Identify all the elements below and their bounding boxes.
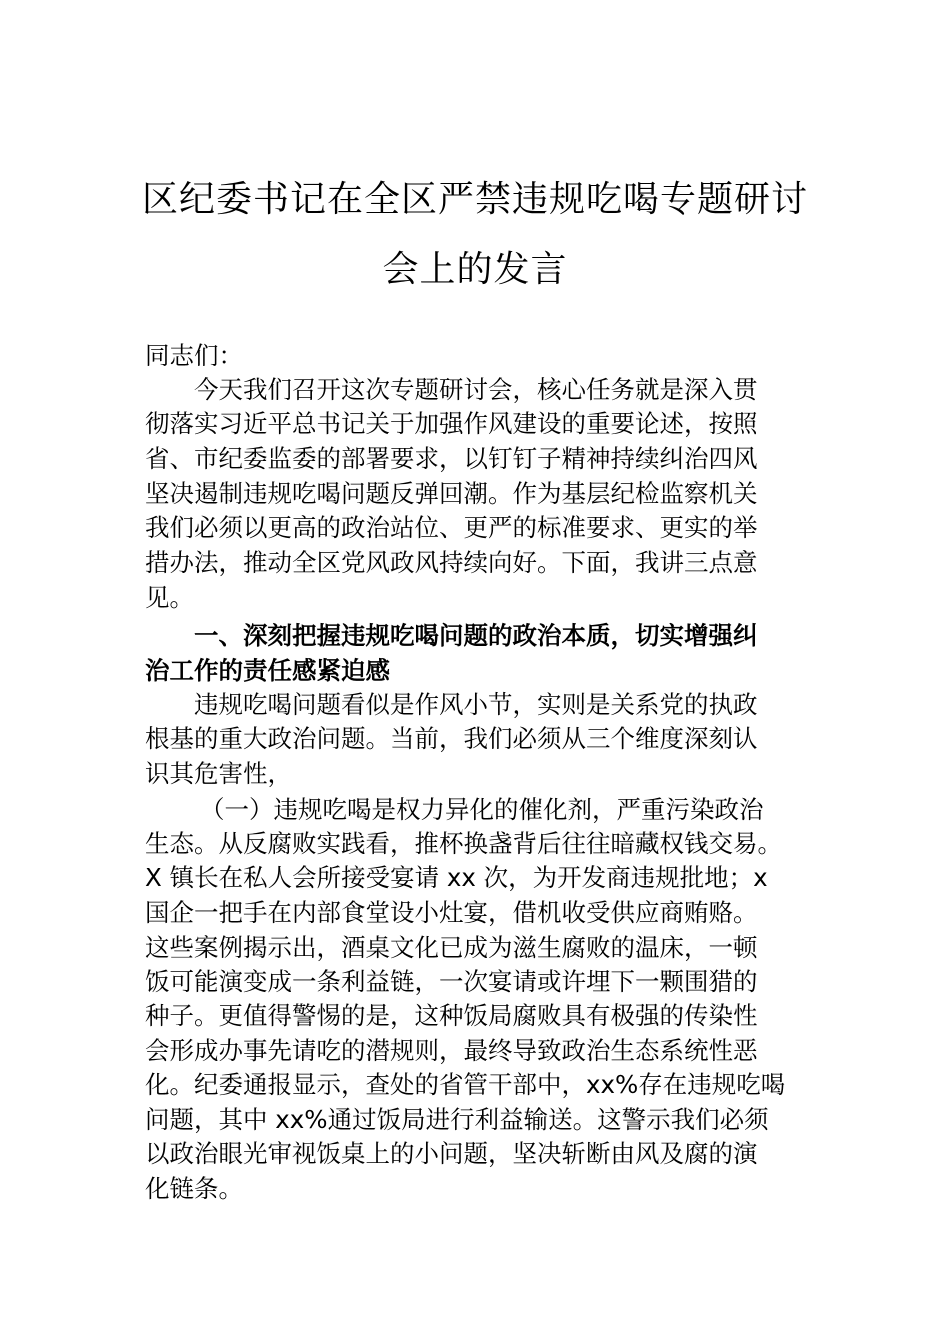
paragraph-line: 以政治眼光审视饭桌上的小问题，坚决斩断由风及腐的演 xyxy=(145,1139,758,1168)
paragraph-line: 违规吃喝问题看似是作风小节，实则是关系党的执政 xyxy=(194,690,758,719)
paragraph-line: 省、市纪委监委的部署要求，以钉钉子精神持续纠治四风 xyxy=(145,444,758,473)
document-title-line-2: 会上的发言 xyxy=(382,249,568,290)
paragraph-line: 我们必须以更高的政治站位、更严的标准要求、更实的举 xyxy=(145,513,758,542)
section-heading-line: 一、深刻把握违规吃喝问题的政治本质，切实增强纠 xyxy=(194,621,758,650)
paragraph-line: 会形成办事先请吃的潜规则，最终导致政治生态系统性恶 xyxy=(145,1036,758,1065)
paragraph-line: 见。 xyxy=(145,583,194,612)
salutation: 同志们： xyxy=(145,341,243,370)
paragraph-line: 化链条。 xyxy=(145,1174,243,1203)
paragraph-line: 问题，其中 xx%通过饭局进行利益输送。这警示我们必须 xyxy=(145,1105,769,1134)
paragraph-line: 饭可能演变成一条利益链，一次宴请或许埋下一颗围猎的 xyxy=(145,967,758,996)
paragraph-line: 国企一把手在内部食堂设小灶宴，借机收受供应商贿赂。 xyxy=(145,898,758,927)
paragraph-line: 彻落实习近平总书记关于加强作风建设的重要论述，按照 xyxy=(145,409,758,438)
document-title-line-1: 区纪委书记在全区严禁违规吃喝专题研讨 xyxy=(141,179,808,220)
section-heading-line: 治工作的责任感紧迫感 xyxy=(145,656,390,685)
paragraph-line: 措办法，推动全区党风政风持续向好。下面，我讲三点意 xyxy=(145,548,758,577)
subsection-line: （一）违规吃喝是权力异化的催化剂，严重污染政治 xyxy=(200,795,764,824)
paragraph-line: 化。纪委通报显示，查处的省管干部中，xx%存在违规吃喝 xyxy=(145,1070,786,1099)
paragraph-line: 坚决遏制违规吃喝问题反弹回潮。作为基层纪检监察机关 xyxy=(145,479,758,508)
paragraph-line: 今天我们召开这次专题研讨会，核心任务就是深入贯 xyxy=(194,375,758,404)
paragraph-line: 这些案例揭示出，酒桌文化已成为滋生腐败的温床，一顿 xyxy=(145,933,758,962)
paragraph-line: 种子。更值得警惕的是，这种饭局腐败具有极强的传染性 xyxy=(145,1001,758,1030)
paragraph-line: 生态。从反腐败实践看，推杯换盏背后往往暗藏权钱交易。 xyxy=(145,829,782,858)
paragraph-line: 识其危害性， xyxy=(145,759,292,788)
paragraph-line: 根基的重大政治问题。当前，我们必须从三个维度深刻认 xyxy=(145,724,758,753)
paragraph-line: X 镇长在私人会所接受宴请 xx 次，为开发商违规批地；x xyxy=(145,863,768,892)
